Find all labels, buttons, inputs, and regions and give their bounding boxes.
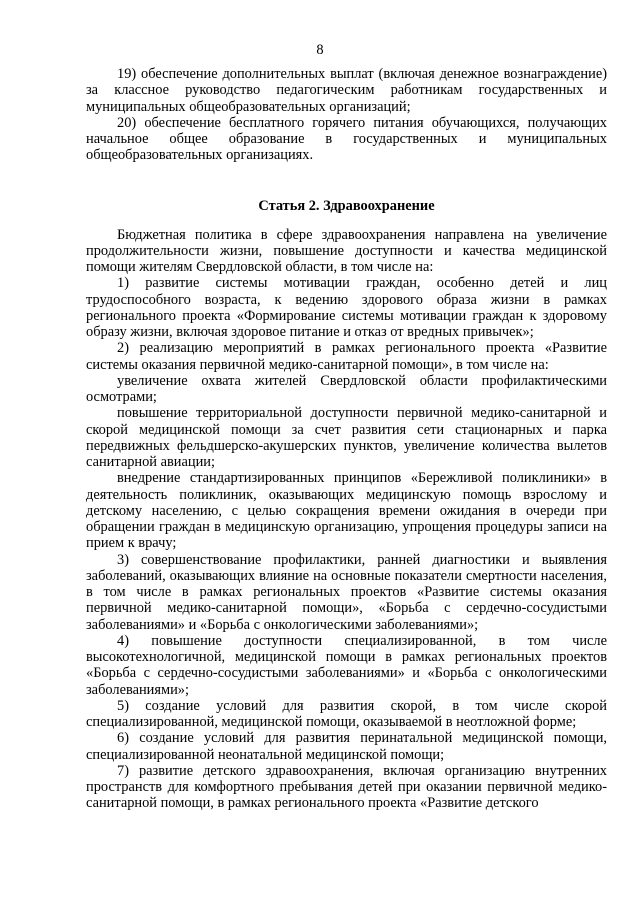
section-heading: Статья 2. Здравоохранение [258, 197, 435, 214]
paragraph-item-1: 1) развитие системы мотивации граждан, особенно детей и лиц трудоспособного возраста, к ведению здорового образа жизни в рамках регионального проекта «Формирование системы мотивации граждан к здоровому образу жизни, включая здоровое питание и отказ от вредных привычек»; [86, 275, 607, 340]
paragraph-item-5: 5) создание условий для развития скорой, в том числе скорой специализированной, медицинской помощи, оказываемой в неотложной форме; [86, 697, 607, 730]
page-number: 8 [316, 42, 324, 58]
document-body [86, 66, 607, 812]
paragraph-item-6: 6) создание условий для развития перинатальной медицинской помощи, специализированной неонатальной медицинской помощи; [86, 730, 607, 763]
paragraph-subitem-coverage: увеличение охвата жителей Свердловской области профилактическими осмотрами; [86, 372, 607, 405]
paragraph-subitem-lean-clinic: внедрение стандартизированных принципов «Бережливой поликлиники» в деятельность поликлиник, оказывающих медицинскую помощь взрослому и детскому населению, с целью сокращения времени ожидания в очереди при обращении граждан в медицинскую организацию, упрощения процедуры записи на прием к врачу; [86, 470, 607, 552]
paragraph-item-19: 19) обеспечение дополнительных выплат (включая денежное вознаграждение) за классное руководство педагогическим работникам государственных и муниципальных общеобразовательных организаций; [86, 66, 607, 115]
paragraph-item-7: 7) развитие детского здравоохранения, включая организацию внутренних пространств для комфортного пребывания детей при оказании первичной медико-санитарной помощи, в рамках регионального проекта «Развитие детского [86, 762, 607, 812]
paragraph-item-2: 2) реализацию мероприятий в рамках регионального проекта «Развитие системы оказания первичной медико-санитарной помощи», в том числе на: [86, 340, 607, 373]
paragraph-intro: Бюджетная политика в сфере здравоохранения направлена на увеличение продолжительности жизни, повышение доступности и качества медицинской помощи жителям Свердловской области, в том числе на: [86, 226, 607, 275]
paragraph-item-3: 3) совершенствование профилактики, ранней диагностики и выявления заболеваний, оказывающих влияние на основные показатели смертности населения, в том числе в рамках региональных проектов «Развитие системы оказания первичной медико-санитарной помощи», «Борьба с сердечно-сосудистыми заболеваниями» и «Борьба с онкологическими заболеваниями»; [86, 551, 607, 633]
paragraph-item-20: 20) обеспечение бесплатного горячего питания обучающихся, получающих начальное общее образование в государственных и муниципальных общеобразовательных организациях. [86, 114, 607, 164]
paragraph-item-4: 4) повышение доступности специализированной, в том числе высокотехнологичной, медицинской помощи в рамках региональных проектов «Борьба с сердечно-сосудистыми заболеваниями» и «Борьба с онкологическими заболеваниями»; [86, 632, 607, 698]
paragraph-subitem-accessibility: повышение территориальной доступности первичной медико-санитарной и скорой медицинской помощи за счет развития сети стационарных и парка передвижных фельдшерско-акушерских пунктов, увеличение количества вылетов санитарной авиации; [86, 405, 607, 470]
